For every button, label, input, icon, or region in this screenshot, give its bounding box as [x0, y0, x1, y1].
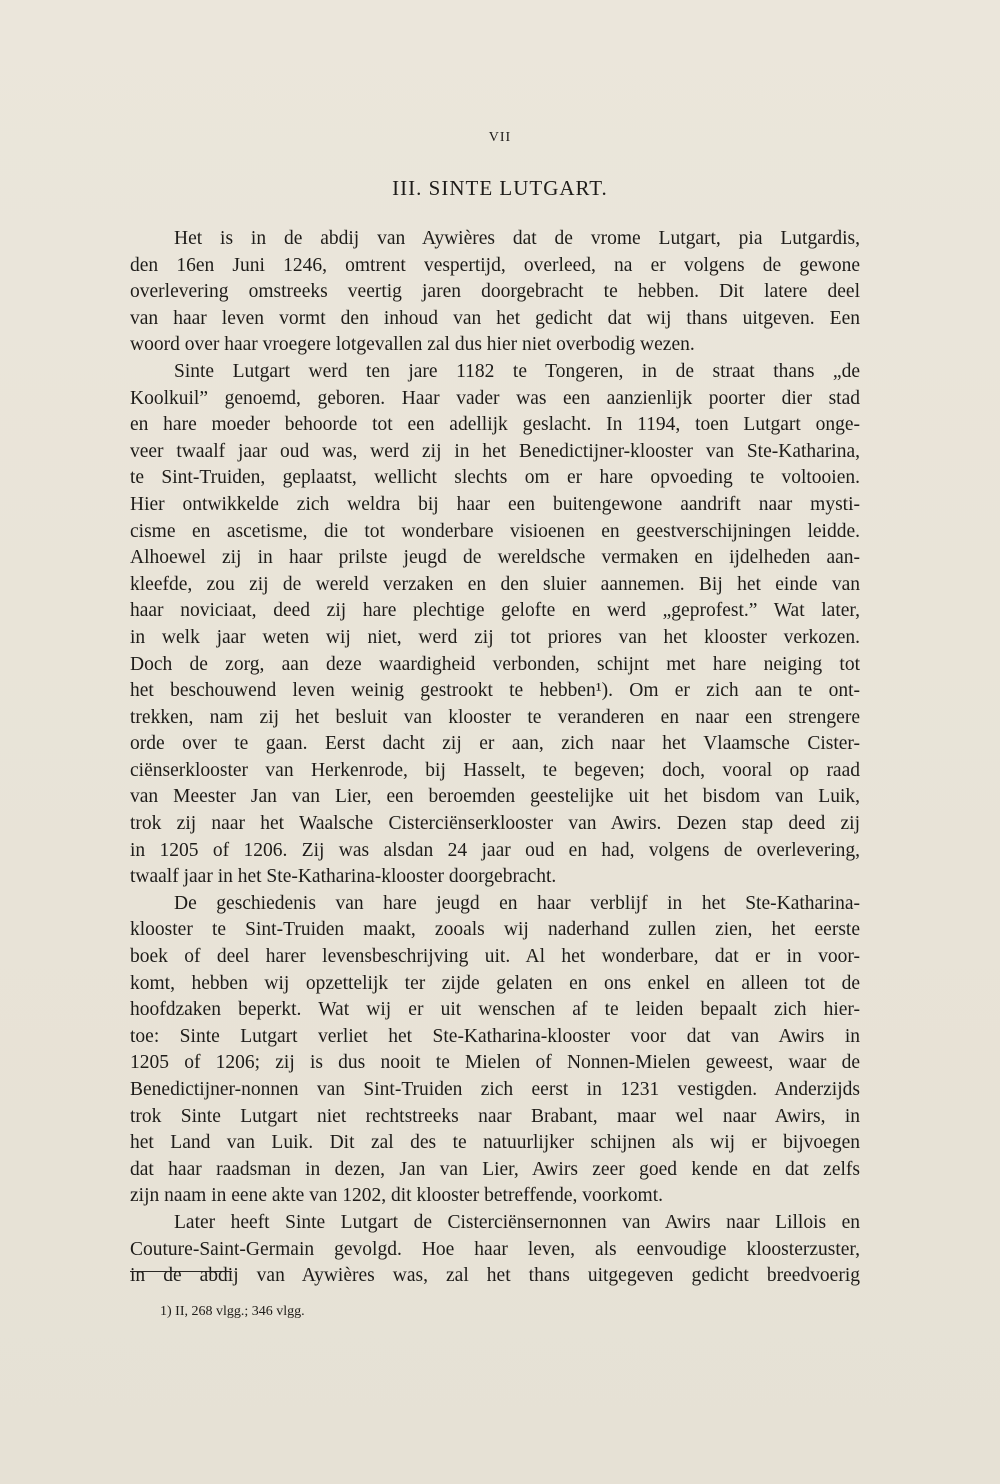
text-line: De geschiedenis van hare jeugd en haar verblijf in het Ste-Katharina- — [174, 892, 860, 914]
text-line: Benedictijner-nonnen van Sint-Truiden zich eerst in 1231 vestigden. Anderzijds — [130, 1079, 860, 1100]
text-line: haar noviciaat, deed zij hare plechtige gelofte en werd „geprofest.” Wat later, — [130, 600, 860, 622]
text-line: veer twaalf jaar oud was, werd zij in het Benedictijner-klooster van Ste-Katharina, — [130, 440, 860, 462]
text-line: boek of deel harer levensbeschrijving uit. Al het wonderbare, dat er in voor- — [130, 946, 860, 968]
body-text — [130, 226, 860, 1290]
page-number: VII — [488, 130, 512, 145]
text-line: het Land van Luik. Dit zal des te natuurlijker schijnen als wij er bijvoegen — [130, 1132, 860, 1154]
text-line: Hier ontwikkelde zich weldra bij haar een buitengewone aandrift naar mysti- — [130, 493, 860, 515]
text-line: zijn naam in eene akte van 1202, dit klooster betreffende, voorkomt. — [130, 1185, 664, 1207]
text-line: cisme en ascetisme, die tot wonderbare visioenen en geestverschijningen leidde. — [130, 520, 860, 542]
text-line: Sinte Lutgart werd ten jare 1182 te Tongeren, in de straat thans „de — [174, 360, 860, 382]
text-line: 1205 of 1206; zij is dus nooit te Mielen of Nonnen-Mielen geweest, waar de — [130, 1052, 860, 1074]
text-line: trekken, nam zij het besluit van klooster te veranderen en naar een strengere — [130, 706, 860, 728]
text-line: van Meester Jan van Lier, een beroemden geestelijke uit het bisdom van Luik, — [130, 786, 860, 808]
text-line: dat haar raadsman in dezen, Jan van Lier, Awirs zeer goed kende en dat zelfs — [130, 1158, 860, 1180]
text-line: trok zij naar het Waalsche Cisterciënserklooster van Awirs. Dezen stap deed zij — [130, 813, 860, 835]
text-line: toe: Sinte Lutgart verliet het Ste-Katharina-klooster voor dat van Awirs in — [130, 1025, 860, 1047]
text-line: Alhoewel zij in haar prilste jeugd de wereldsche vermaken en ijdelheden aan- — [130, 547, 860, 569]
text-line: hoofdzaken beperkt. Wat wij er uit wenschen af te leiden bepaalt zich hier- — [130, 999, 860, 1021]
text-line: kleefde, zou zij de wereld verzaken en den sluier aannemen. Bij het einde van — [130, 573, 860, 595]
text-line: twaalf jaar in het Ste-Katharina-klooster doorgebracht. — [130, 866, 557, 888]
text-line: Koolkuil” genoemd, geboren. Haar vader was een aanzienlijk poorter dier stad — [130, 387, 860, 409]
text-line: den 16en Juni 1246, omtrent vespertijd, overleed, na er volgens de gewone — [130, 254, 860, 276]
text-line: van haar leven vormt den inhoud van het gedicht dat wij thans uitgeven. Een — [130, 307, 860, 329]
text-line: Het is in de abdij van Aywières dat de vrome Lutgart, pia Lutgardis, — [174, 228, 860, 249]
text-line: klooster te Sint-Truiden maakt, zooals wij naderhand zullen zien, het eerste — [130, 919, 860, 941]
text-line: overlevering omstreeks veertig jaren doorgebracht te hebben. Dit latere deel — [130, 281, 860, 303]
text-line: in de abdij van Aywières was, zal het thans uitgegeven gedicht breedvoerig — [130, 1265, 860, 1287]
text-line: orde over te gaan. Eerst dacht zij er aan, zich naar het Vlaamsche Cister- — [130, 733, 860, 755]
text-line: in 1205 of 1206. Zij was alsdan 24 jaar oud en had, volgens de overlevering, — [130, 839, 860, 861]
text-line: in welk jaar weten wij niet, werd zij tot priores van het klooster verkozen. — [130, 626, 860, 648]
footnote: 1) II, 268 vlgg.; 346 vlgg. — [160, 1304, 305, 1319]
text-line: Couture-Saint-Germain gevolgd. Hoe haar leven, als eenvoudige kloosterzuster, — [130, 1238, 860, 1260]
text-line: komt, hebben wij opzettelijk ter zijde gelaten en ons enkel en alleen tot de — [130, 972, 860, 994]
text-line: ciënserklooster van Herkenrode, bij Hasselt, te begeven; doch, vooral op raad — [130, 759, 860, 781]
text-line: Later heeft Sinte Lutgart de Cisterciënsernonnen van Awirs naar Lillois en — [174, 1211, 860, 1233]
text-line: woord over haar vroegere lotgevallen zal dus hier niet overbodig wezen. — [130, 334, 695, 356]
text-line: en hare moeder behoorde tot een adellijk geslacht. In 1194, toen Lutgart onge- — [130, 414, 860, 436]
text-line: Doch de zorg, aan deze waardigheid verbonden, schijnt met hare neiging tot — [130, 653, 860, 675]
text-line: het beschouwend leven weinig gestrookt te hebben¹). Om er zich aan te ont- — [130, 680, 860, 702]
footnote-divider — [130, 1271, 232, 1272]
section-heading: III. SINTE LUTGART. — [392, 176, 608, 200]
text-line: te Sint-Truiden, geplaatst, wellicht slechts om er hare opvoeding te voltooien. — [130, 467, 860, 489]
text-line: trok Sinte Lutgart niet rechtstreeks naar Brabant, maar wel naar Awirs, in — [130, 1105, 860, 1127]
